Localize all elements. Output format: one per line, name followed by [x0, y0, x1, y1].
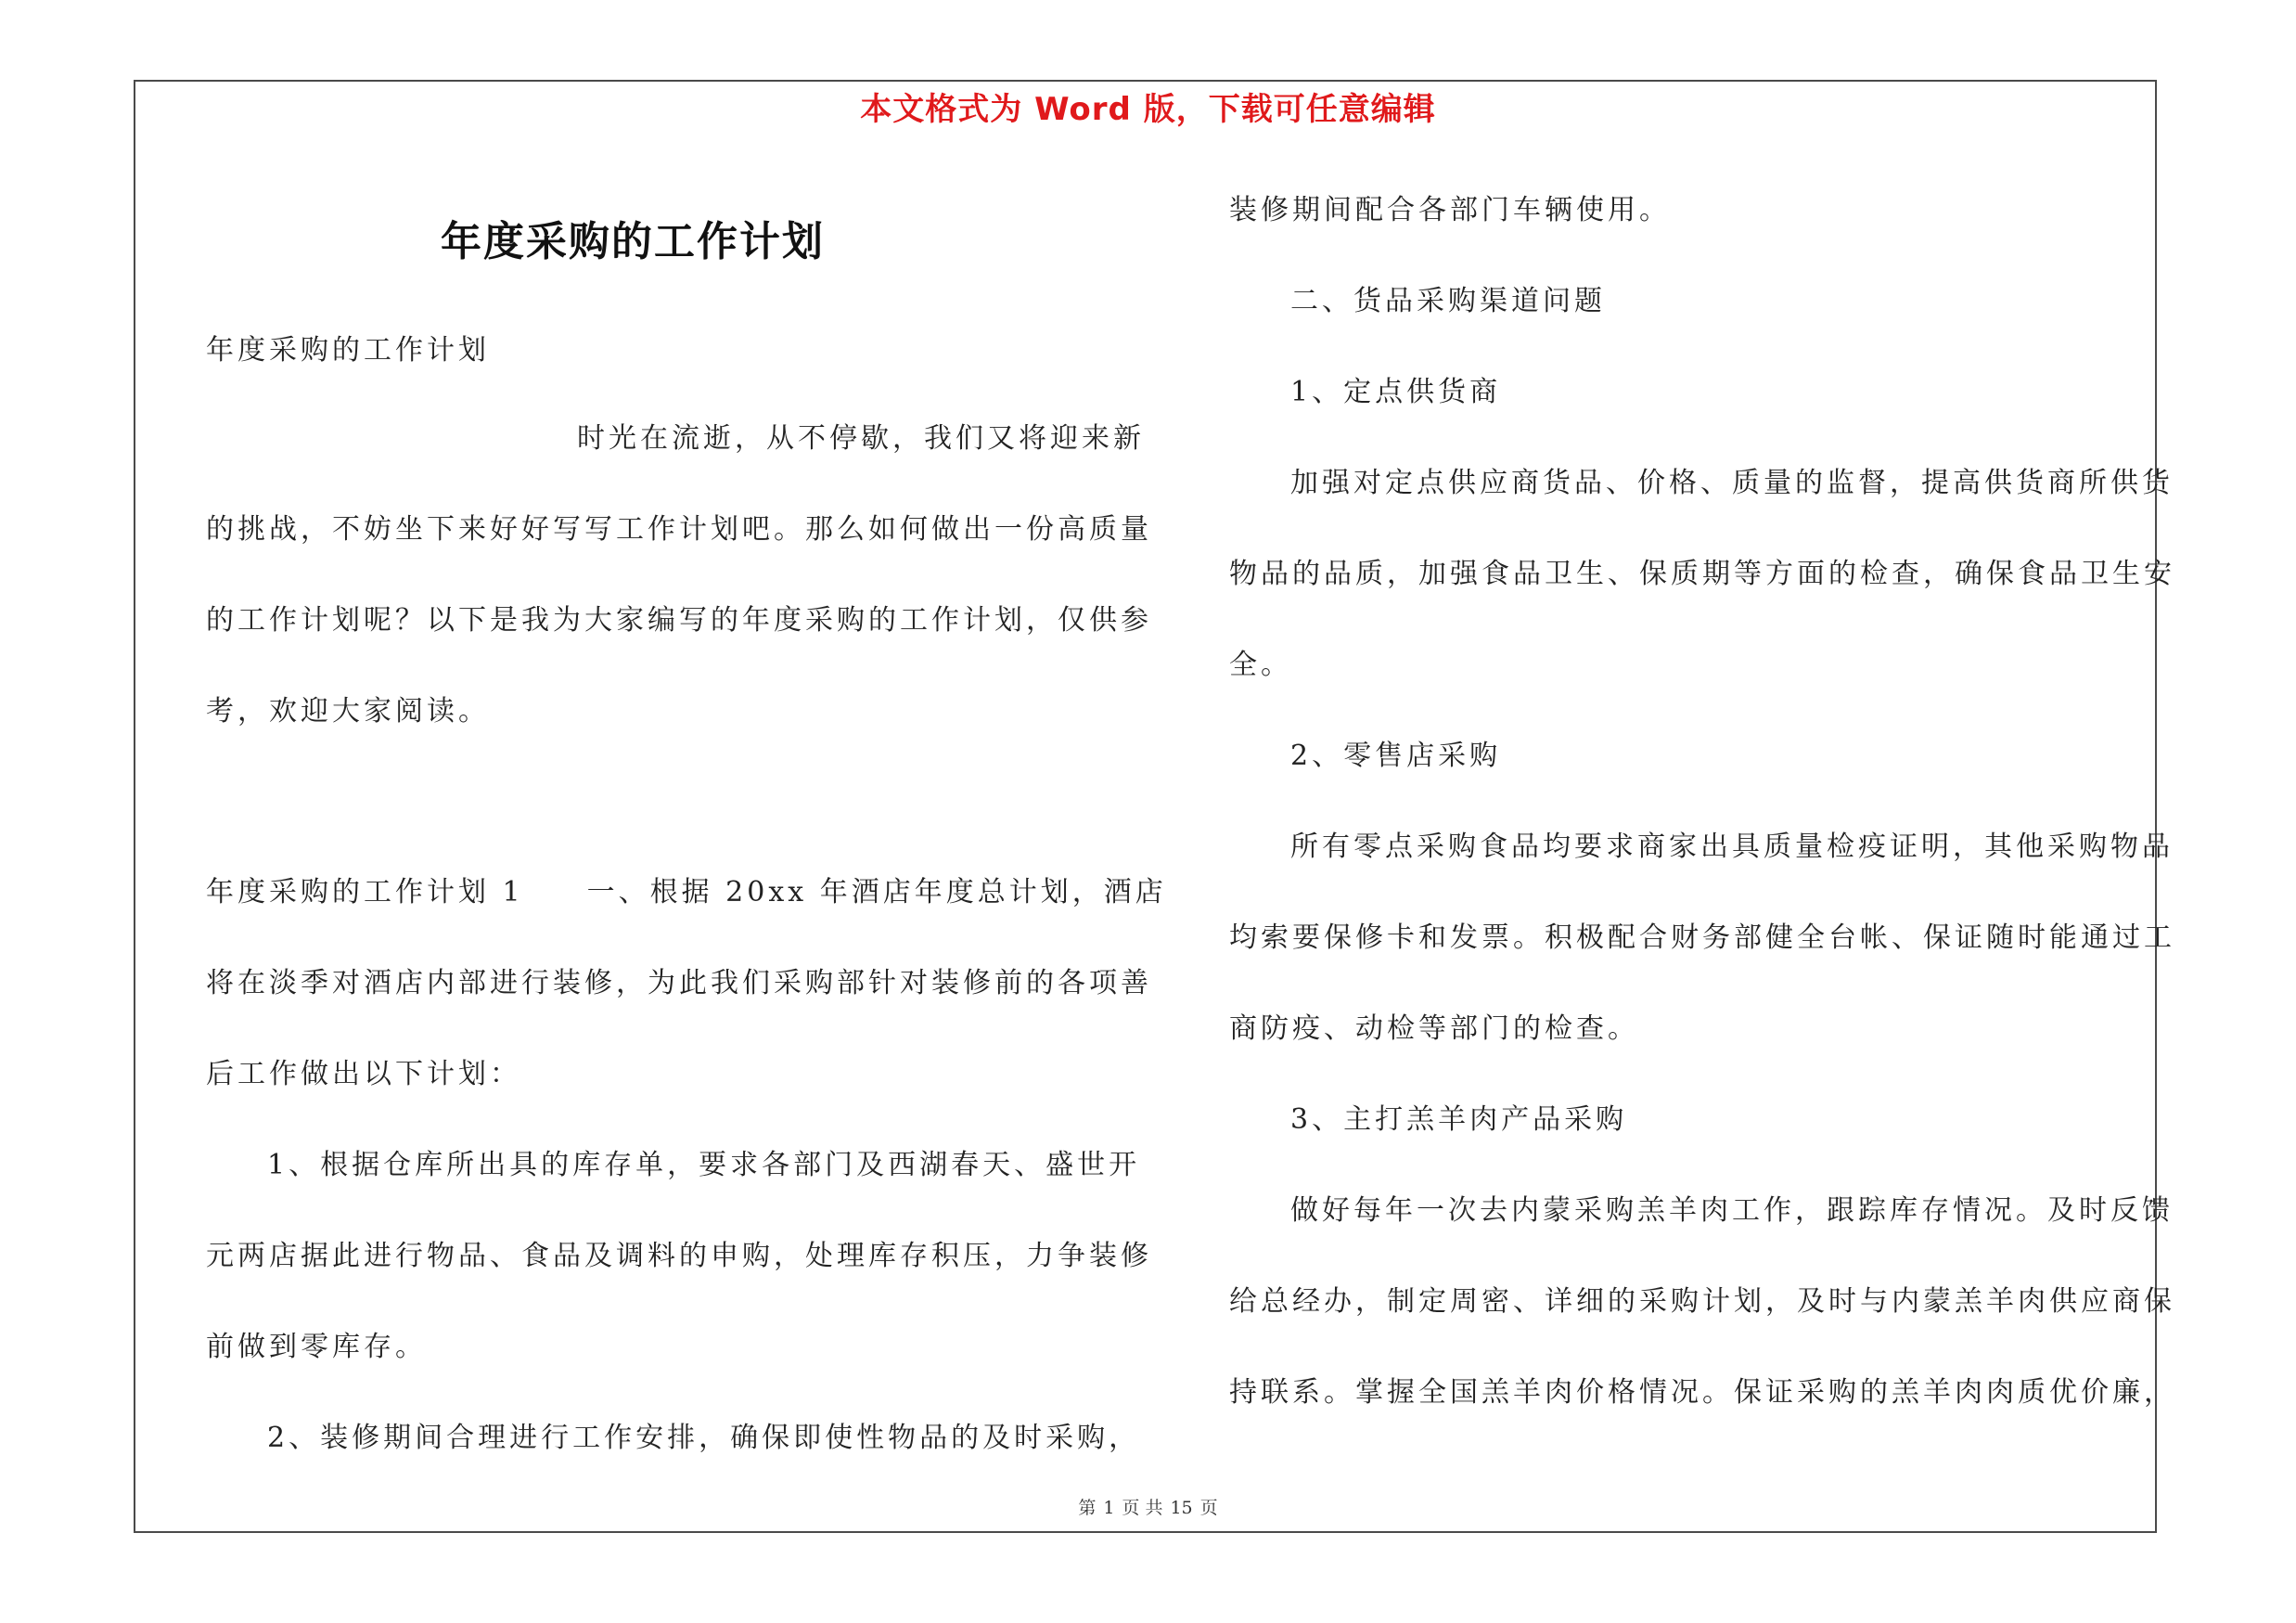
sub3-heading: 3、主打羔羊肉产品采购: [1290, 1103, 1628, 1136]
sub2-line-2: 均索要保修卡和发票。积极配合财务部健全台帐、保证随时能通过工: [1229, 921, 2175, 954]
word-format-banner: 本文格式为 Word 版，下载可任意编辑: [860, 91, 1436, 128]
footer-prefix: 第: [1078, 1498, 1097, 1518]
intro-line-1: 时光在流逝，从不停歇，我们又将迎来新: [577, 422, 1145, 455]
sub1-line-2: 物品的品质，加强食品卫生、保质期等方面的检查，确保食品卫生安: [1229, 558, 2175, 590]
sub1-line-3: 全。: [1229, 649, 1292, 681]
footer-suffix: 页: [1199, 1498, 1218, 1518]
item1-line-3: 前做到零库存。: [206, 1331, 427, 1363]
sub3-line-3: 持联系。掌握全国羔羊肉价格情况。保证采购的羔羊肉肉质优价廉，: [1229, 1376, 2175, 1409]
sub3-line-2: 给总经办，制定周密、详细的采购计划，及时与内蒙羔羊肉供应商保: [1229, 1285, 2175, 1318]
plan1-line-2: 将在淡季对酒店内部进行装修，为此我们采购部针对装修前的各项善: [206, 967, 1152, 999]
sub2-heading: 2、零售店采购: [1290, 740, 1502, 772]
item1-line-1: 1、根据仓库所出具的库存单，要求各部门及西湖春天、盛世开: [267, 1149, 1141, 1181]
page-footer: [0, 1494, 2296, 1519]
footer-total-pages: 15: [1170, 1498, 1193, 1518]
item1-line-2: 元两店据此进行物品、食品及调料的申购，处理库存积压，力争装修: [206, 1240, 1152, 1272]
continuation-line: 装修期间配合各部门车辆使用。: [1229, 194, 1671, 226]
sub2-line-3: 商防疫、动检等部门的检查。: [1229, 1012, 1639, 1045]
sub1-line-1: 加强对定点供应商货品、价格、质量的监督，提高供货商所供货: [1290, 467, 2174, 499]
footer-mid: 页 共: [1122, 1498, 1163, 1518]
section2-heading: 二、货品采购渠道问题: [1290, 285, 1606, 317]
plan1-line-3: 后工作做出以下计划：: [206, 1058, 521, 1090]
intro-line-4: 考，欢迎大家阅读。: [206, 695, 490, 728]
document-title: 年度采购的工作计划: [441, 218, 825, 265]
sub1-heading: 1、定点供货商: [1290, 376, 1502, 408]
subtitle: 年度采购的工作计划: [206, 334, 490, 367]
sub2-line-1: 所有零点采购食品均要求商家出具质量检疫证明，其他采购物品: [1290, 831, 2174, 863]
intro-line-3: 的工作计划呢？以下是我为大家编写的年度采购的工作计划，仅供参: [206, 604, 1152, 637]
plan1-line-1: 年度采购的工作计划 1 一、根据 20xx 年酒店年度总计划，酒店: [206, 876, 1167, 908]
intro-line-2: 的挑战，不妨坐下来好好写写工作计划吧。那么如何做出一份高质量: [206, 513, 1152, 546]
footer-page-number: 1: [1103, 1498, 1115, 1518]
sub3-line-1: 做好每年一次去内蒙采购羔羊肉工作，跟踪库存情况。及时反馈: [1290, 1194, 2174, 1227]
item2-line-1: 2、装修期间合理进行工作安排，确保即使性物品的及时采购，: [267, 1422, 1141, 1454]
